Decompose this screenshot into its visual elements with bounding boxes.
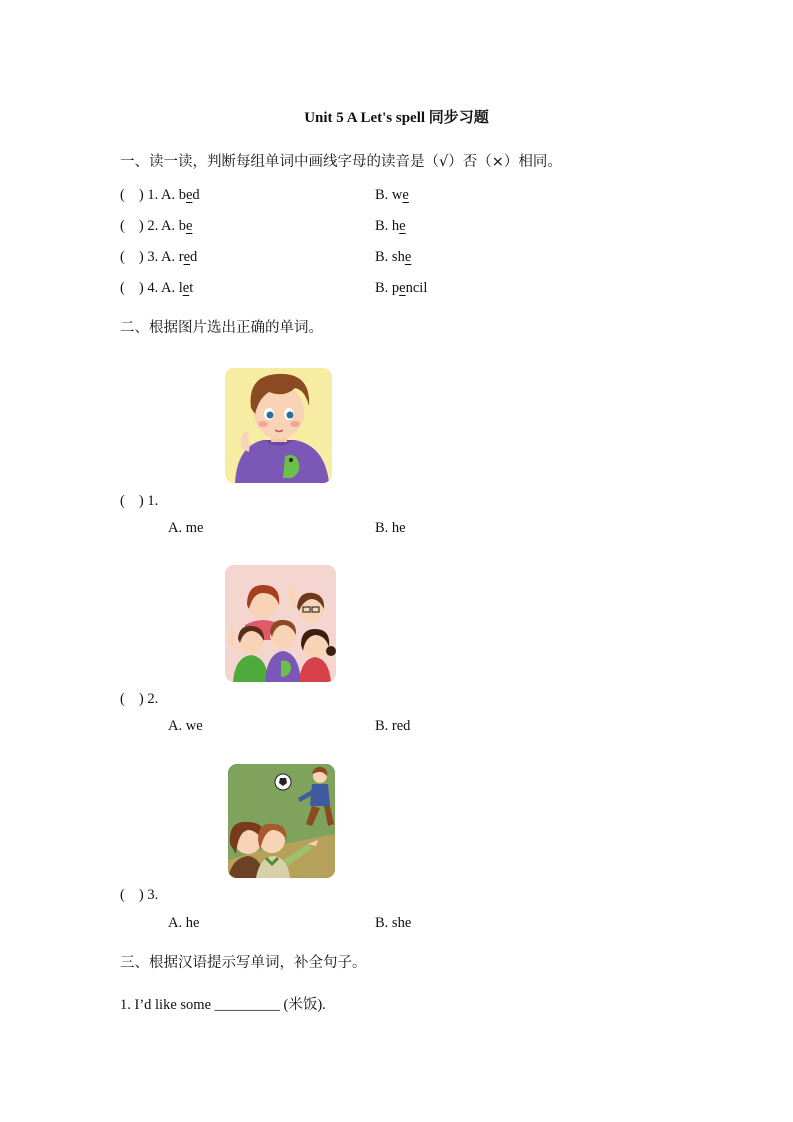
- word-b: we: [391, 187, 409, 203]
- s2-item-2-option-a[interactable]: A. we: [168, 718, 203, 734]
- answer-paren-open: (: [120, 280, 125, 296]
- s3-item-1: 1. I’d like some _________ (米饭).: [120, 997, 326, 1013]
- answer-paren-close: ): [138, 280, 144, 296]
- s2-item-2-option-b[interactable]: B. red: [375, 718, 411, 734]
- section-3-heading: 三、根据汉语提示写单词，补全句子。: [120, 955, 367, 971]
- answer-paren-close: ): [138, 249, 144, 265]
- answer-paren-open: (: [120, 218, 125, 234]
- word-a: bed: [178, 187, 200, 203]
- s2-item-3: ( ) 3.: [120, 887, 159, 903]
- s1-row-2: [120, 218, 192, 235]
- item-number: 3. A.: [147, 249, 176, 265]
- word-a: be: [178, 218, 193, 234]
- section-2-heading: 二、根据图片选出正确的单词。: [120, 320, 323, 336]
- answer-paren-open: (: [120, 249, 125, 265]
- answer-paren-close: ): [138, 187, 144, 203]
- s2-item-1-option-b[interactable]: B. he: [375, 520, 406, 536]
- item-number: 1.: [147, 493, 159, 509]
- s1-row-3-option-b: B. she: [375, 249, 412, 265]
- item-number: 4. A.: [147, 280, 176, 296]
- boy-pointing-self-icon: [225, 368, 332, 483]
- s1-row-4-option-b: B. pencil: [375, 280, 428, 296]
- s1-row-1: [120, 187, 200, 204]
- s1-row-2-option-b: B. he: [375, 218, 406, 234]
- word-a: red: [178, 249, 198, 265]
- fill-blank[interactable]: _________: [214, 997, 280, 1013]
- item-number: 1. A.: [147, 187, 176, 203]
- page-title: Unit 5 A Let's spell 同步习题: [304, 110, 489, 126]
- item-number: 2. A.: [147, 218, 176, 234]
- item-number: 3.: [147, 887, 159, 903]
- s2-item-2: ( ) 2.: [120, 691, 159, 707]
- s1-row-1-option-b: B. we: [375, 187, 409, 203]
- s2-item-3-option-a[interactable]: A. he: [168, 915, 200, 931]
- answer-paren-open: (: [120, 187, 125, 203]
- item-number: 2.: [147, 691, 159, 707]
- section-1-heading: 一、读一读，判断每组单词中画线字母的读音是（√）否（×）相同。: [120, 154, 562, 170]
- word-b: she: [391, 249, 412, 265]
- answer-paren-close: ): [138, 218, 144, 234]
- s1-row-4: [120, 280, 193, 297]
- s2-item-1-option-a[interactable]: A. me: [168, 520, 204, 536]
- girl-pointing-at-boy-icon: [228, 764, 335, 878]
- s1-row-3: [120, 249, 197, 266]
- group-of-children-icon: [225, 565, 336, 682]
- word-b: pencil: [391, 280, 428, 296]
- word-a: let: [178, 280, 194, 296]
- s2-item-3-option-b[interactable]: B. she: [375, 915, 412, 931]
- s2-item-1: ( ) 1.: [120, 493, 159, 509]
- word-b: he: [391, 218, 406, 234]
